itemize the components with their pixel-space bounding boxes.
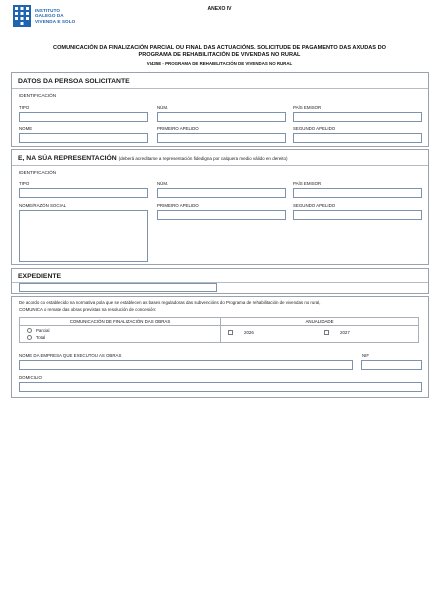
company-field[interactable] [19,360,353,370]
section-divider [12,88,428,89]
logo-line: INSTITUTO [35,7,61,13]
completion-header: COMUNICACIÓN DE FINALIZACIÓN DAS OBRAS [20,318,220,326]
title-line: COMUNICACIÓN DA FINALIZACIÓN PARCIAL OU FINAL DAS ACTUACIÓNS. SOLICITUDE DE PAGAMENTO DAS AXUDAS DO [53,45,386,51]
procedure-code: VI435E - PROGRAMA DE REHABILITACIÓN DE VIVENDAS NO RURAL [146,61,293,66]
applicant-nome-field[interactable] [19,133,148,143]
primeiro-apelido-label: PRIMEIRO APELIDO [157,203,199,208]
domicilio-label: DOMICILIO [19,375,42,380]
total-radio[interactable] [27,335,32,340]
domicilio-field[interactable] [19,382,422,392]
rep-num-field[interactable] [157,188,286,198]
representative-section [11,149,429,265]
expediente-section [11,268,429,294]
table-divider [220,318,221,342]
nome-label: NOME [19,126,33,131]
representation-note: (deberá acreditarse a representación fidedigna por calquera medio válido en dereito) [118,156,288,161]
nome-razon-label: NOME/RAZÓN SOCIAL [19,203,67,208]
company-label: NOME DA EMPRESA QUE EXECUTOU AS OBRAS [19,353,122,358]
document-title [18,45,421,59]
applicant-primeiro-apelido-field[interactable] [157,133,286,143]
identification-label: IDENTIFICACIÓN [19,93,57,98]
section-divider [12,165,428,166]
partial-label: Parcial [36,327,50,333]
rep-nome-field[interactable] [19,210,148,262]
segundo-apelido-label: SEGUNDO APELIDO [293,126,336,131]
applicant-section [11,72,429,147]
tipo-label: TIPO [19,105,30,110]
identification-label: IDENTIFICACIÓN [19,170,57,175]
applicant-segundo-apelido-field[interactable] [293,133,422,143]
year-header: ANUALIDADE [220,318,419,326]
tipo-label: TIPO [19,181,30,186]
logo-line: GALEGO DA [35,13,64,19]
applicant-tipo-field[interactable] [19,112,148,122]
section-title-text: E, NA SÚA REPRESENTACIÓN [18,155,117,162]
rep-pais-field[interactable] [293,188,422,198]
rep-primeiro-apelido-field[interactable] [157,210,286,220]
logo-line: VIVENDA E SOLO [35,18,76,24]
annex-label: ANEXO IV [207,6,232,12]
num-label: NÚM. [157,181,169,186]
rep-tipo-field[interactable] [19,188,148,198]
communication-text-line: COMUNICA o remate das obras previstas na resolución de concesión: [19,307,157,312]
communication-text-line: De acordo co establecido na normativa pola que se establecen as bases reguladoras das subvencións do Programa de rehabilitación de vivendas no rural, [19,300,321,305]
num-label: NÚM. [157,105,169,110]
pais-label: PAÍS EMISOR [293,181,322,186]
section-title [18,155,287,162]
nif-field[interactable] [361,360,422,370]
partial-radio[interactable] [27,328,32,333]
section-title: EXPEDIENTE [18,273,62,280]
year-2026-label: 2026 [244,330,254,335]
expediente-field[interactable] [19,283,217,292]
title-line: PROGRAMA DE REHABILITACIÓN DE VIVENDAS NO RURAL [138,52,301,58]
applicant-pais-field[interactable] [293,112,422,122]
applicant-num-field[interactable] [157,112,286,122]
primeiro-apelido-label: PRIMEIRO APELIDO [157,126,199,131]
rep-segundo-apelido-field[interactable] [293,210,422,220]
nif-label: NIF [362,353,370,358]
year-2026-checkbox[interactable] [228,330,233,335]
total-label: Total [36,334,46,340]
completion-table [19,317,419,343]
pais-label: PAÍS EMISOR [293,105,322,110]
communication-section [11,296,429,398]
year-2027-checkbox[interactable] [324,330,329,335]
section-title: DATOS DA PERSOA SOLICITANTE [18,78,130,85]
segundo-apelido-label: SEGUNDO APELIDO [293,203,336,208]
year-2027-label: 2027 [340,330,350,335]
